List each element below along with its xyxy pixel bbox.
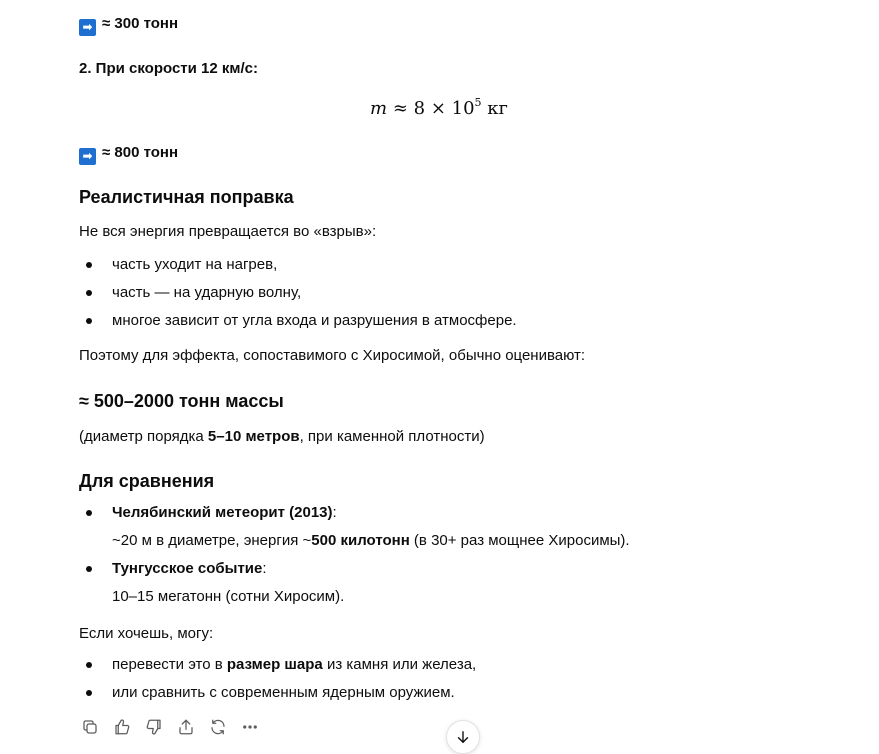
- more-icon[interactable]: [239, 716, 261, 738]
- chelyabinsk-desc-bold: 500 килотонн: [311, 532, 410, 549]
- offer-intro: Если хочешь, могу:: [79, 625, 214, 642]
- offer-item-size-post: из камня или железа,: [322, 656, 477, 673]
- realistic-intro: Не вся энергия превращается во «взрыв»:: [79, 223, 377, 240]
- realistic-heading: Реалистичная поправка: [79, 187, 294, 207]
- estimate-note: [79, 427, 485, 447]
- estimate-note-pre: (диаметр порядка: [79, 428, 208, 445]
- right-arrow-icon: ➡: [79, 148, 96, 165]
- tunguska-desc: 10–15 мегатонн (сотни Хиросим).: [112, 588, 345, 605]
- share-icon[interactable]: [175, 716, 197, 738]
- copy-icon[interactable]: [79, 716, 101, 738]
- result-300-text: ≈ 300 тонн: [102, 15, 179, 32]
- colon: :: [332, 504, 337, 521]
- colon: :: [262, 560, 267, 577]
- offer-item-compare: или сравнить с современным ядерным оружием.: [112, 684, 455, 701]
- bullet-dot: [86, 318, 92, 324]
- bullet-dot: [86, 510, 92, 516]
- speed-12-heading: 2. При скорости 12 км/с:: [79, 60, 258, 77]
- tunguska-title: Тунгусское событие: [112, 560, 263, 577]
- formula-value: ≈ 8 × 10: [392, 98, 475, 119]
- list-item: часть — на ударную волну,: [112, 284, 302, 301]
- formula-exponent: 5: [474, 96, 482, 109]
- scroll-to-bottom-button[interactable]: [446, 720, 480, 754]
- offer-item-size: [112, 655, 476, 675]
- bullet-dot: [86, 690, 92, 696]
- chelyabinsk-title: Челябинский метеорит (2013): [112, 504, 333, 521]
- offer-item-size-bold: размер шара: [226, 656, 323, 673]
- estimate-note-post: , при каменной плотности): [299, 428, 485, 445]
- chelyabinsk-desc: [112, 531, 630, 551]
- regenerate-icon[interactable]: [207, 716, 229, 738]
- offer-item-size-pre: перевести это в: [112, 656, 227, 673]
- estimate-value: ≈ 500–2000 тонн массы: [79, 391, 284, 411]
- formula-m: m: [370, 98, 388, 119]
- chelyabinsk-desc-pre: ~20 м в диаметре, энергия ~: [112, 532, 312, 549]
- mass-formula: [79, 97, 799, 121]
- right-arrow-icon: ➡: [79, 19, 96, 36]
- result-300-line: [79, 14, 178, 36]
- result-800-text: ≈ 800 тонн: [102, 144, 179, 161]
- bullet-dot: [86, 662, 92, 668]
- result-800-line: [79, 143, 178, 165]
- bullet-dot: [86, 566, 92, 572]
- list-item: часть уходит на нагрев,: [112, 256, 278, 273]
- tunguska-title-line: [112, 559, 267, 579]
- estimate-note-bold: 5–10 метров: [207, 428, 300, 445]
- realistic-conclusion: Поэтому для эффекта, сопоставимого с Хиросимой, обычно оценивают:: [79, 347, 586, 364]
- thumbs-up-icon[interactable]: [111, 716, 133, 738]
- thumbs-down-icon[interactable]: [143, 716, 165, 738]
- arrow-down-icon: [454, 728, 472, 746]
- chelyabinsk-title-line: [112, 503, 337, 523]
- bullet-dot: [86, 290, 92, 296]
- formula-unit: кг: [487, 98, 508, 119]
- list-item: многое зависит от угла входа и разрушения в атмосфере.: [112, 312, 517, 329]
- bullet-dot: [86, 262, 92, 268]
- comparison-heading: Для сравнения: [79, 471, 215, 491]
- chelyabinsk-desc-post: (в 30+ раз мощнее Хиросимы).: [409, 532, 630, 549]
